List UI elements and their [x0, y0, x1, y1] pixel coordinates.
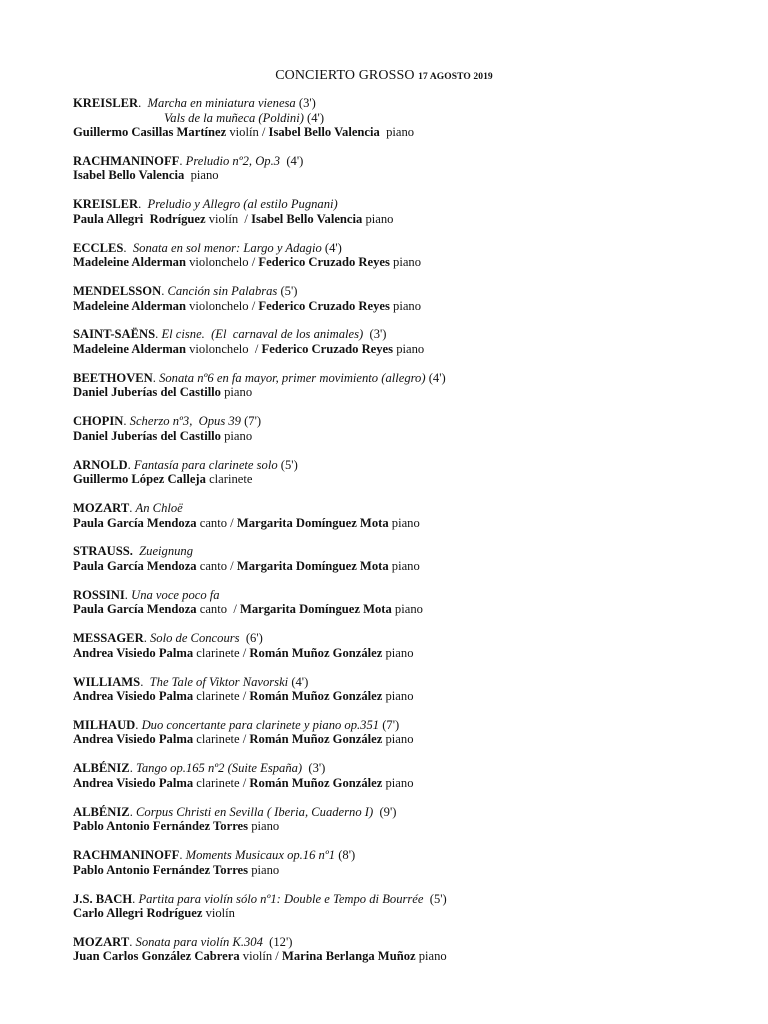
duration: (5') [423, 891, 447, 906]
program-entry [73, 631, 728, 660]
performers-line [73, 689, 728, 704]
composer-name: MOZART [73, 934, 130, 949]
piece-line [73, 675, 728, 690]
instrument: clarinete / [193, 775, 250, 790]
instrument: piano [389, 255, 422, 270]
instrument: piano [362, 211, 394, 226]
performers-line [73, 819, 728, 834]
performers-line [73, 168, 728, 183]
performer-name: Guillermo López Calleja [73, 472, 206, 487]
performer-name: Federico Cruzado Reyes [258, 298, 390, 313]
performer-name: Román Muñoz González [249, 645, 383, 660]
separator: . [152, 370, 160, 385]
performer-name: Paula García Mendoza [73, 515, 197, 530]
performer-name: Román Muñoz González [249, 732, 383, 747]
separator: . [138, 197, 148, 212]
separator: . [127, 457, 134, 472]
performer-name: Isabel Bello Valencia [268, 125, 380, 139]
performer-name: Pablo Antonio Fernández Torres [73, 862, 249, 877]
performers-line [73, 212, 728, 227]
piece-line-continued [73, 111, 728, 126]
duration: (7') [240, 414, 262, 429]
instrument: clarinete / [193, 645, 250, 660]
performers-line [73, 125, 728, 140]
separator: . [143, 631, 150, 646]
performer-name: Andrea Visiedo Palma [73, 775, 194, 790]
separator: . [155, 327, 162, 342]
performer-name: Andrea Visiedo Palma [73, 732, 194, 747]
separator: . [138, 96, 148, 110]
duration: (8') [335, 848, 356, 863]
piece-line [73, 371, 728, 386]
performer-name: Daniel Juberías del Castillo [73, 385, 221, 400]
performer-name: Paula García Mendoza [73, 602, 197, 617]
performers-line [73, 949, 728, 964]
work-title: Duo concertante para clarinete y piano op.351 [141, 717, 380, 732]
composer-name: RACHMANINOFF [73, 153, 180, 168]
performer-name: Román Muñoz González [249, 775, 383, 790]
duration: (12') [262, 934, 293, 949]
work-title: Sonata para violín K.304 [135, 934, 263, 949]
performers-line [73, 776, 728, 791]
separator: . [135, 717, 142, 732]
duration: (9') [373, 804, 397, 819]
work-title: Canción sin Palabras [167, 284, 278, 299]
instrument: violonchelo / [185, 298, 259, 313]
separator: . [129, 501, 136, 516]
program-entry [73, 892, 728, 921]
performer-name: Madeleine Alderman [73, 341, 186, 356]
duration: (4') [288, 674, 309, 689]
piece-line [73, 631, 728, 646]
instrument: piano [388, 515, 420, 530]
instrument: violonchelo / [185, 341, 262, 356]
duration: (5') [277, 457, 298, 472]
piece-line [73, 544, 728, 559]
instrument: piano [379, 125, 415, 139]
performers-line [73, 299, 728, 314]
work-title: Solo de Concours [149, 631, 240, 646]
work-title: Preludio nº2, Op.3 [185, 153, 281, 168]
composer-name: SAINT-SAËNS [73, 327, 156, 342]
performer-name: Isabel Bello Valencia [251, 211, 363, 226]
piece-line [73, 241, 728, 256]
piece-line [73, 458, 728, 473]
program-entry [73, 284, 728, 313]
performers-line [73, 255, 728, 270]
performer-name: Federico Cruzado Reyes [261, 341, 394, 356]
program-entry [73, 154, 728, 183]
instrument: violín / [239, 949, 282, 964]
separator: . [123, 240, 133, 255]
composer-name: RACHMANINOFF [73, 848, 180, 863]
piece-line [73, 501, 728, 516]
work-title: Sonata en sol menor: Largo y Adagio [132, 240, 322, 255]
work-title: Moments Musicaux op.16 nº1 [185, 848, 336, 863]
separator: . [161, 284, 168, 299]
performers-line [73, 429, 728, 444]
composer-name: ALBÉNIZ [73, 761, 130, 776]
composer-name: CHOPIN [73, 414, 124, 429]
instrument: piano [248, 819, 280, 834]
performer-name: Margarita Domínguez Mota [239, 602, 392, 617]
piece-line [73, 327, 728, 342]
composer-name: STRAUSS. [73, 544, 133, 559]
duration: (3') [302, 761, 326, 776]
composer-name: J.S. BACH [73, 891, 133, 906]
composer-name: BEETHOVEN [73, 370, 153, 385]
separator: . [129, 934, 136, 949]
separator: . [179, 848, 186, 863]
piece-line [73, 96, 728, 111]
performers-line [73, 863, 728, 878]
work-title: Zueignung [139, 544, 194, 559]
composer-name: MOZART [73, 501, 130, 516]
program-entry [73, 197, 728, 226]
piece-line [73, 154, 728, 169]
work-title: Tango op.165 nº2 (Suite España) [136, 761, 303, 776]
performer-name: Román Muñoz González [249, 689, 383, 704]
program-entry [73, 675, 728, 704]
separator: . [179, 153, 186, 168]
duration: (3') [295, 96, 316, 110]
program-entry [73, 96, 728, 140]
duration: (6') [239, 631, 263, 646]
work-title: Fantasía para clarinete solo [133, 457, 278, 472]
instrument: piano [415, 949, 447, 964]
performer-name: Juan Carlos González Cabrera [73, 949, 240, 964]
work-title: The Tale of Viktor Navorski [149, 674, 289, 689]
separator: . [129, 761, 136, 776]
instrument: violín / [226, 125, 269, 139]
work-title: Sonata nº6 en fa mayor, primer movimiento (allegro) [159, 370, 426, 385]
instrument: violonchelo / [185, 255, 259, 270]
instrument: violín [202, 906, 235, 921]
performer-name: Carlo Allegri Rodríguez [73, 906, 203, 921]
program-entry [73, 458, 728, 487]
program-entry [73, 761, 728, 790]
concert-date: 17 AGOSTO 2019 [418, 72, 493, 82]
composer-name: WILLIAMS [73, 674, 141, 689]
program-entry [73, 544, 728, 573]
piece-line [73, 805, 728, 820]
instrument: piano [382, 775, 414, 790]
duration: (4') [280, 153, 304, 168]
performers-line [73, 732, 728, 747]
work-title: Vals de la muñeca (Poldini) [164, 110, 304, 125]
composer-name: MENDELSSON [73, 284, 162, 299]
work-title: Scherzo nº3, Opus 39 [129, 414, 241, 429]
program-list [73, 96, 728, 978]
performers-line [73, 385, 728, 400]
piece-line [73, 718, 728, 733]
concert-title: CONCIERTO GROSSO [275, 68, 415, 83]
piece-line [73, 284, 728, 299]
composer-name: MILHAUD [73, 717, 136, 732]
piece-line [73, 935, 728, 950]
instrument: canto / [196, 602, 240, 617]
piece-line [73, 761, 728, 776]
composer-name: ARNOLD [73, 457, 128, 472]
instrument: piano [393, 341, 425, 356]
composer-name: ALBÉNIZ [73, 804, 130, 819]
piece-line [73, 588, 728, 603]
performer-name: Madeleine Alderman [73, 298, 186, 313]
work-title: El cisne. (El carnaval de los animales) [161, 327, 364, 342]
program-entry [73, 718, 728, 747]
instrument: piano [391, 602, 423, 617]
instrument: piano [382, 645, 414, 660]
instrument: canto / [196, 515, 237, 530]
duration: (7') [379, 717, 400, 732]
instrument: piano [382, 732, 414, 747]
work-title: Una voce poco fa [131, 587, 220, 602]
performer-name: Pablo Antonio Fernández Torres [73, 819, 249, 834]
program-entry [73, 805, 728, 834]
piece-line [73, 197, 728, 212]
performer-name: Federico Cruzado Reyes [258, 255, 390, 270]
page-title [0, 68, 768, 84]
work-title: Partita para violín sólo nº1: Double e Tempo di Bourrée [138, 891, 424, 906]
program-entry [73, 501, 728, 530]
separator: . [132, 891, 139, 906]
performers-line [73, 602, 728, 617]
performers-line [73, 906, 728, 921]
instrument: piano [388, 558, 420, 573]
program-entry [73, 241, 728, 270]
piece-line [73, 414, 728, 429]
performers-line [73, 646, 728, 661]
performer-name: Margarita Domínguez Mota [236, 558, 389, 573]
work-title: Corpus Christi en Sevilla ( Iberia, Cuaderno I) [136, 804, 374, 819]
work-title: An Chloë [135, 501, 183, 516]
composer-name: KREISLER [73, 197, 139, 212]
performers-line [73, 516, 728, 531]
piece-line [73, 892, 728, 907]
performers-line [73, 559, 728, 574]
separator: . [124, 587, 132, 602]
composer-name: MESSAGER [73, 631, 144, 646]
instrument: piano [220, 385, 253, 400]
separator: . [123, 414, 130, 429]
instrument: clarinete / [193, 732, 250, 747]
program-entry [73, 327, 728, 356]
composer-name: KREISLER [73, 96, 139, 110]
composer-name: ROSSINI [73, 587, 125, 602]
instrument: canto / [196, 558, 237, 573]
work-title: Preludio y Allegro (al estilo Pugnani) [147, 197, 338, 212]
composer-name: ECCLES [73, 240, 124, 255]
instrument: clarinete [205, 472, 253, 487]
program-entry [73, 371, 728, 400]
performer-name: Margarita Domínguez Mota [236, 515, 389, 530]
performer-name: Daniel Juberías del Castillo [73, 428, 221, 443]
instrument: piano [248, 862, 280, 877]
performer-name: Guillermo Casillas Martínez [73, 125, 227, 139]
performer-name: Madeleine Alderman [73, 255, 186, 270]
instrument: piano [382, 689, 414, 704]
instrument: violín / [205, 211, 252, 226]
instrument: clarinete / [193, 689, 250, 704]
duration: (4') [303, 110, 325, 125]
performer-name: Paula Allegri Rodríguez [73, 211, 206, 226]
program-entry [73, 935, 728, 964]
performer-name: Andrea Visiedo Palma [73, 689, 194, 704]
separator: . [140, 674, 150, 689]
instrument: piano [184, 168, 219, 183]
performer-name: Andrea Visiedo Palma [73, 645, 194, 660]
instrument: piano [220, 428, 253, 443]
performers-line [73, 342, 728, 357]
performer-name: Isabel Bello Valencia [73, 168, 185, 183]
duration: (4') [425, 370, 446, 385]
performer-name: Paula García Mendoza [73, 558, 197, 573]
performer-name: Marina Berlanga Muñoz [281, 949, 416, 964]
program-entry [73, 588, 728, 617]
separator: . [129, 804, 136, 819]
instrument: piano [389, 298, 422, 313]
program-entry [73, 848, 728, 877]
program-entry [73, 414, 728, 443]
duration: (5') [277, 284, 298, 299]
performers-line [73, 472, 728, 487]
work-title: Marcha en miniatura vienesa [147, 96, 296, 110]
piece-line [73, 848, 728, 863]
duration: (3') [363, 327, 387, 342]
duration: (4') [321, 240, 342, 255]
